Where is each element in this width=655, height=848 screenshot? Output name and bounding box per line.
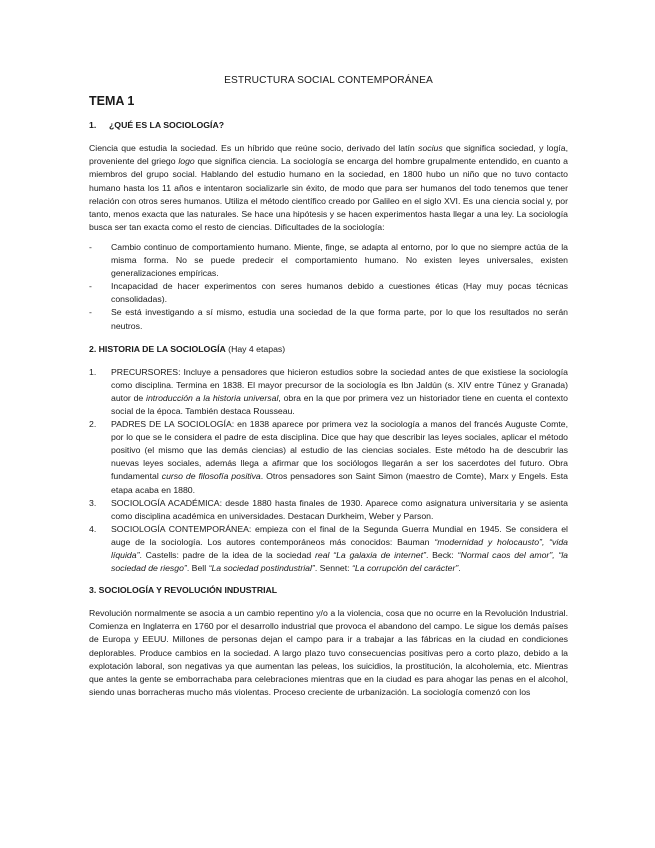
list-item — [89, 366, 568, 418]
section-2-heading — [89, 343, 568, 356]
dash-marker: - — [89, 241, 92, 252]
section-1-title: ¿QUÉ ES LA SOCIOLOGÍA? — [109, 120, 225, 131]
section-3-heading: 3. SOCIOLOGÍA Y REVOLUCIÓN INDUSTRIAL — [89, 585, 278, 596]
list-number: 1. — [89, 366, 97, 377]
italic-term: logo — [178, 156, 195, 167]
list-item-text: Cambio continuo de comportamiento humano. Miente, finge, se adapta al entorno, por lo que no siempre actúa de la misma forma. No se puede predecir el comportamiento humano. No existen leyes universales, existen generalizaciones empíricas. — [111, 241, 568, 279]
list-item — [89, 241, 568, 280]
dash-marker: - — [89, 307, 92, 318]
text-run: , obra en la que por primera vez un historiador tiene en cuenta el contexto social de la época. También destaca Rousseau. — [111, 392, 568, 416]
text-run: . Beck: — [425, 550, 458, 560]
italic-term: “Normal caos del amor”, “la sociedad de riesgo” — [111, 550, 569, 574]
list-number: 4. — [89, 523, 97, 534]
list-item — [89, 497, 568, 523]
list-item — [89, 523, 568, 575]
difficulties-list — [89, 241, 568, 333]
list-number: 2. — [89, 419, 97, 430]
list-item — [89, 280, 568, 306]
text-run: . Castells: padre de la idea de la sociedad — [139, 550, 315, 560]
list-item — [89, 418, 568, 497]
list-item-text: Se está investigando a sí mismo, estudia una sociedad de la que forma parte, por lo que los resultados no serán neutros. — [111, 307, 568, 331]
section-1-number: 1. — [89, 120, 97, 131]
text-run: SOCIOLOGÍA CONTEMPORÁNEA: empieza con el final de la Segunda Guerra Mundial en 1945. Se considera el auge de la sociología. Los autores contemporáneos más conocidos: Bauman — [111, 523, 568, 547]
text-run: que significa ciencia. La sociología se encarga del hombre grupalmente entendido, en cuanto a miembros del grupo social. Hablando del estudio humano en la sociedad, en 1800 hubo un niño que no tuvo contacto humano hasta los 11 años e intentaron socializarle sin éxito, de modo que para ser humanos del todo tenemos que tener relación con otros seres humanos. Utiliza el método científico creado por Galileo en el siglo XVI. Es una ciencia social y, por tanto, menos exacta que las naturales. Se hace una hipótesis y se hacen experimentos hasta llegar a una ley. La sociología busca ser tan exacta como el resto de ciencias. Dificultades de la sociología: — [89, 156, 569, 232]
text-run: . Sennet: — [314, 563, 353, 574]
section-1-heading — [89, 119, 568, 132]
text-run: que significa sociedad, y logía, proveniente del griego — [89, 143, 569, 167]
tema-heading: TEMA 1 — [89, 94, 135, 109]
text-run: . Otros pensadores son Saint Simon (maestro de Comte), Marx y Engels. Esta etapa acaba en 1880. — [111, 471, 568, 495]
text-run: Ciencia que estudia la sociedad. Es un híbrido que reúne socio, derivado del latín — [89, 143, 419, 154]
dash-marker: - — [89, 281, 92, 292]
italic-term: socius — [418, 143, 443, 154]
section-2-subtitle: (Hay 4 etapas) — [225, 343, 286, 354]
italic-term: “La corrupción del carácter” — [352, 563, 459, 574]
list-item — [89, 306, 568, 332]
italic-term: introducción a la historia universal — [146, 392, 279, 403]
section-3-paragraph: Revolución normalmente se asocia a un cambio repentino y/o a la violencia, cosa que no ocurre en la Revolución Industrial. Comienza en Inglaterra en 1760 por el desarrollo industrial que provoca el abandono del campo. Le sigue los demás países de Europa y EEUU. Millones de personas dejan el campo para ir a trabajar a las fábricas en la ciudad en condiciones deplorables. Produce cambios en la sociedad. A largo plazo tuvo consecuencias positivas pero a corto plazo, debido a la explotación laboral, son negativas ya que aumentan las peleas, los suicidios, la prostitución, la alcoholemia, etc. Mientras que antes la gente se emborrachaba para celebraciones mientras que en la ciudad es para ahogar las penas en el alcohol, siendo unas borracheras mucho más violentas. Proceso creciente de urbanización. La sociología comenzó con los — [89, 608, 568, 697]
text-run: PADRES DE LA SOCIOLOGÍA: en 1838 aparece por primera vez la sociología a manos del francés Auguste Comte, por lo que se le considera el padre de esta disciplina. Dice que hay que describir las leyes sociales, aplicar el método positivo (el mismo que las demás ciencias) al estudio de las ciencias sociales. Este método ha de descubrir las nuevas leyes sociales, además llega a afirmar que los sociólogos llegarán a ser los sacerdotes del futuro. Obra fundamental — [111, 419, 568, 482]
italic-term: real “La galaxia de internet” — [314, 550, 426, 560]
section-1-paragraph — [89, 142, 568, 234]
list-number: 3. — [89, 497, 97, 508]
text-run: . — [458, 563, 461, 574]
text-run: PRECURSORES: Incluye a pensadores que hicieron estudios sobre la sociedad antes de que existiese la sociología como disciplina. Termina en 1838. El mayor precursor de la sociología es Ibn Jaldún (s. XIV entre Túnez y Granada) autor de — [111, 366, 568, 403]
document-title: ESTRUCTURA SOCIAL CONTEMPORÁNEA — [224, 75, 433, 86]
text-run: . Bell — [186, 563, 209, 574]
text-run: SOCIOLOGÍA ACADÉMICA: desde 1880 hasta finales de 1930. Aparece como asignatura universitaria y se asienta como disciplina académica en universidades. Destacan Durkheim, Weber y Parson. — [111, 497, 568, 521]
italic-term: “modernidad y holocausto”, “vida líquida” — [111, 536, 568, 560]
italic-term: “La sociedad postindustrial” — [208, 563, 315, 574]
list-item-text: Incapacidad de hacer experimentos con seres humanos debido a cuestiones éticas (Hay muy pocas técnicas consolidadas). — [111, 281, 568, 305]
italic-term: curso de filosofía positiva — [161, 471, 261, 482]
section-2-title: 2. HISTORIA DE LA SOCIOLOGÍA — [89, 343, 226, 354]
history-stages-list — [89, 366, 568, 576]
